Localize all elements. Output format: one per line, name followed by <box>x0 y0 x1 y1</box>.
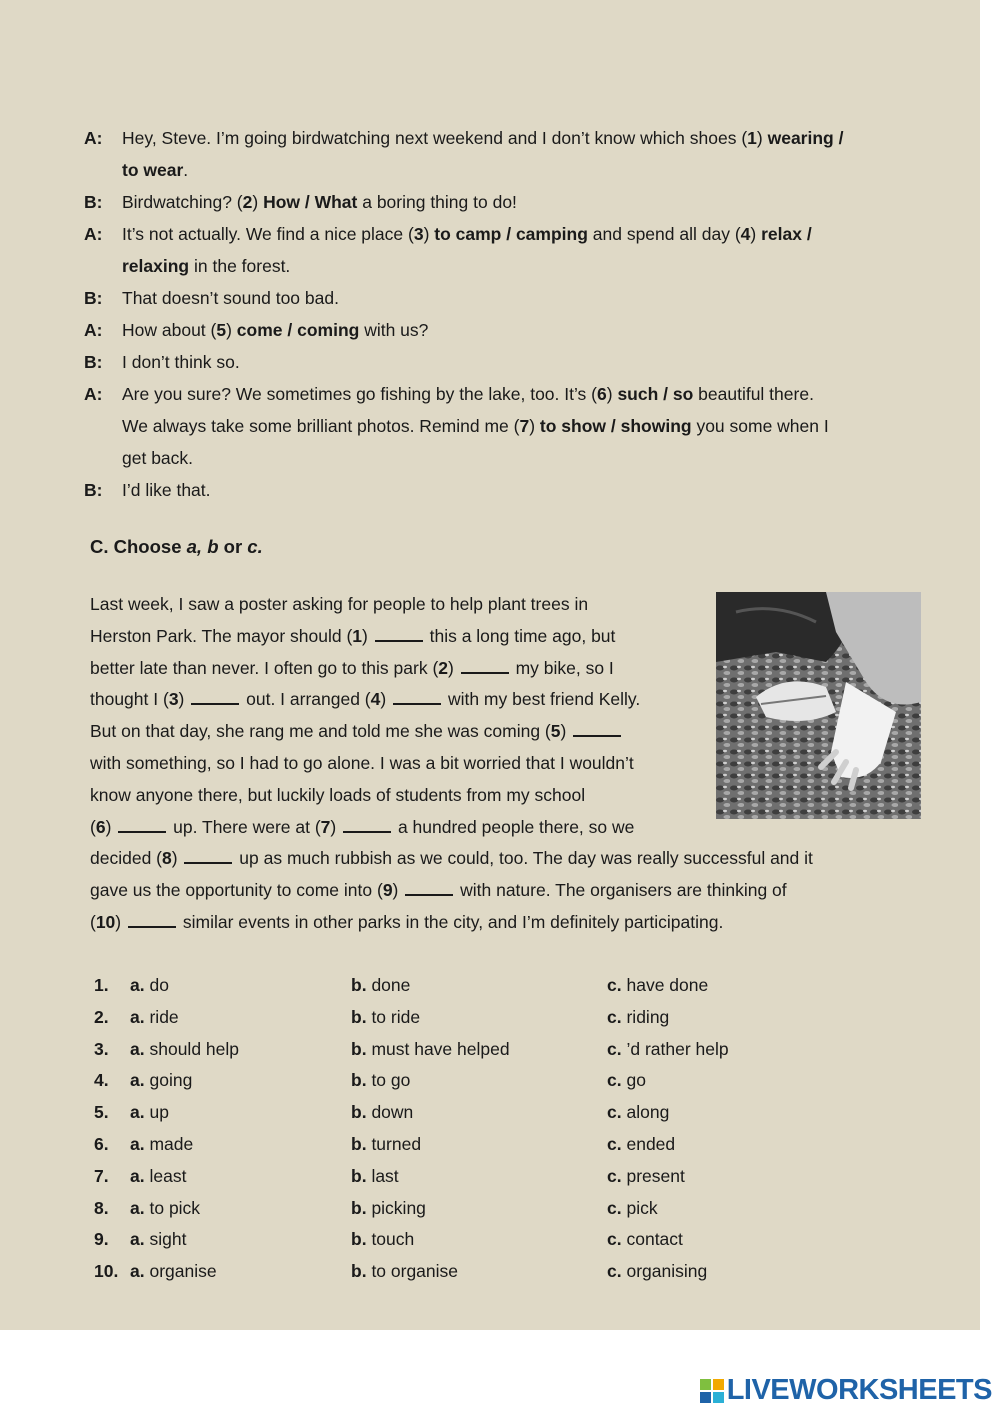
option-letter: a. <box>130 1165 145 1186</box>
option-text: should help <box>149 1038 240 1059</box>
dialogue-line <box>84 474 934 506</box>
dialogue-text <box>122 154 934 186</box>
bold-text: wearing / <box>767 128 844 148</box>
option-a[interactable] <box>130 1256 351 1288</box>
bold-text: 3 <box>413 224 424 244</box>
section-c-heading <box>90 536 263 558</box>
bold-text: 4 <box>740 224 751 244</box>
answer-row <box>94 1097 847 1129</box>
bold-text: come / coming <box>236 320 360 340</box>
option-text: must have helped <box>371 1038 510 1059</box>
heading-b: b <box>207 536 219 557</box>
option-b[interactable] <box>351 1256 607 1288</box>
option-letter: b. <box>351 975 367 995</box>
option-b[interactable] <box>351 1193 607 1225</box>
speaker-label: B: <box>84 288 103 308</box>
option-a[interactable] <box>130 1129 351 1161</box>
bold-text: relaxing <box>122 256 190 276</box>
option-c[interactable] <box>607 970 847 1002</box>
option-text: to go <box>371 1070 411 1091</box>
text-run: decided ( <box>90 848 162 869</box>
dialogue-line <box>84 250 934 282</box>
dialogue-line <box>84 282 934 314</box>
text-run: ) <box>362 625 373 646</box>
dialogue-text <box>122 282 934 314</box>
text-run: you some when I <box>691 416 829 436</box>
dialogue-line <box>84 410 934 442</box>
dialogue-text <box>122 250 934 282</box>
question-number: 7. <box>94 1165 109 1186</box>
bold-text: 1 <box>747 128 757 148</box>
dialogue-line <box>84 314 934 346</box>
option-letter: c. <box>607 1261 622 1282</box>
text-run: my bike, so I <box>510 657 614 678</box>
option-b[interactable] <box>351 1097 607 1129</box>
option-letter: c. <box>607 975 622 995</box>
option-letter: c. <box>607 1006 622 1027</box>
text-run: thought I ( <box>90 689 169 710</box>
bold-text: 6 <box>597 384 607 404</box>
text-run: ) <box>226 320 237 340</box>
option-c[interactable] <box>607 1256 847 1288</box>
option-a[interactable] <box>130 1161 351 1193</box>
option-letter: c. <box>607 1197 622 1218</box>
option-a[interactable] <box>130 1065 351 1097</box>
text-run: We always take some brilliant photos. Remind me ( <box>122 416 520 436</box>
question-number: 8. <box>94 1197 109 1218</box>
liveworksheets-logo[interactable] <box>700 1374 992 1407</box>
text-run: in the forest. <box>189 256 291 276</box>
dialogue-text <box>122 474 934 506</box>
bold-text: to camp / camping <box>434 224 588 244</box>
option-text: ride <box>149 1006 179 1027</box>
option-c[interactable] <box>607 1034 847 1066</box>
option-letter: c. <box>607 1102 622 1123</box>
option-c[interactable] <box>607 1129 847 1161</box>
option-a[interactable] <box>130 1193 351 1225</box>
option-text: to ride <box>371 1006 421 1027</box>
logo-icon <box>700 1379 724 1403</box>
text-run: with something, so I had to go alone. I was a bit worried that I wouldn’t <box>90 752 634 773</box>
text-run: ) <box>529 416 540 436</box>
dialogue-text <box>122 122 934 154</box>
answer-blank[interactable] <box>393 689 441 705</box>
question-number: 10. <box>94 1261 119 1282</box>
dialogue-text <box>122 378 934 410</box>
option-text: organise <box>149 1261 217 1282</box>
heading-c: c. <box>247 536 263 557</box>
text-run: ) <box>392 880 404 901</box>
answer-blank[interactable] <box>128 912 176 928</box>
answer-blank[interactable] <box>573 721 621 737</box>
option-letter: a. <box>130 975 145 995</box>
text-run: ) <box>115 911 126 932</box>
speaker-label <box>84 250 122 282</box>
option-text: last <box>371 1165 399 1186</box>
speaker-label: A: <box>84 320 103 340</box>
option-text: least <box>149 1165 187 1186</box>
option-text: along <box>626 1102 670 1123</box>
bold-text: to show / showing <box>539 416 692 436</box>
answer-row <box>94 1256 847 1288</box>
text-run: ) <box>560 721 572 742</box>
dialogue-line <box>84 346 934 378</box>
speaker-label <box>84 154 122 186</box>
option-c[interactable] <box>607 1097 847 1129</box>
speaker-label <box>84 442 122 474</box>
dialogue-text <box>122 346 934 378</box>
text-run: out. I arranged ( <box>241 689 371 710</box>
text-run: ) <box>756 128 768 148</box>
text-run: this a long time ago, but <box>424 625 616 646</box>
text-run: That doesn’t sound too bad. <box>122 288 339 308</box>
bold-text: 6 <box>95 816 106 837</box>
bold-text: 9 <box>382 880 393 901</box>
option-letter: a. <box>130 1006 145 1027</box>
bold-text: 3 <box>168 689 179 710</box>
option-letter: b. <box>351 1133 367 1154</box>
option-text: going <box>149 1070 193 1091</box>
answer-row <box>94 1129 847 1161</box>
answer-options <box>94 970 847 1288</box>
dialogue-line <box>84 154 934 186</box>
text-run: and spend all day ( <box>587 224 741 244</box>
dialogue-text <box>122 314 934 346</box>
passage-line <box>90 875 890 907</box>
heading-or: or <box>218 536 248 557</box>
option-letter: c. <box>607 1070 622 1091</box>
text-run: know anyone there, but luckily loads of students from my school <box>90 784 586 805</box>
option-text: touch <box>371 1229 415 1250</box>
question-number: 5. <box>94 1102 109 1123</box>
option-letter: a. <box>130 1261 145 1282</box>
dialogue-line <box>84 442 934 474</box>
passage-line <box>90 907 890 939</box>
option-letter: b. <box>351 1038 367 1059</box>
option-letter: b. <box>351 1102 367 1123</box>
bold-text: 4 <box>370 689 381 710</box>
text-run: get back. <box>122 448 194 468</box>
question-number: 6. <box>94 1133 109 1154</box>
option-a[interactable] <box>130 1224 351 1256</box>
dialogue-text <box>122 218 934 250</box>
dialogue <box>84 122 934 506</box>
text-run: It’s not actually. We find a nice place ( <box>122 224 414 244</box>
text-run: ) <box>380 689 392 710</box>
option-text: do <box>149 975 169 995</box>
question-number: 2. <box>94 1006 109 1027</box>
text-run: Birdwatching? ( <box>122 192 243 212</box>
bold-text: How / What <box>263 192 358 212</box>
option-a[interactable] <box>130 1097 351 1129</box>
option-letter: b. <box>351 1165 367 1186</box>
option-c[interactable] <box>607 1065 847 1097</box>
option-letter: a. <box>130 1133 145 1154</box>
bold-text: 5 <box>216 320 227 340</box>
bold-text: 7 <box>320 816 331 837</box>
bold-text: such / so <box>617 384 694 404</box>
speaker-label: A: <box>84 384 103 404</box>
text-run: beautiful there. <box>693 384 814 404</box>
speaker-label: B: <box>84 192 103 212</box>
tree-planting-photo <box>716 592 921 819</box>
option-text: sight <box>149 1229 187 1250</box>
answer-blank[interactable] <box>405 880 453 896</box>
logo-text: LIVEWORKSHEETS <box>726 1374 992 1406</box>
bold-text: 1 <box>352 625 363 646</box>
option-letter: c. <box>607 1165 622 1186</box>
dialogue-line <box>84 122 934 154</box>
text-run: a boring thing to do! <box>357 192 517 212</box>
dialogue-line <box>84 186 934 218</box>
bold-text: 10 <box>95 911 116 932</box>
answer-row <box>94 970 847 1002</box>
answer-blank[interactable] <box>191 689 239 705</box>
speaker-label: A: <box>84 224 103 244</box>
option-c[interactable] <box>607 1161 847 1193</box>
answer-blank[interactable] <box>375 626 423 642</box>
option-text: turned <box>371 1133 422 1154</box>
option-text: go <box>626 1070 646 1091</box>
answer-blank[interactable] <box>184 848 232 864</box>
option-text: pick <box>626 1197 658 1218</box>
text-run: ) <box>105 816 117 837</box>
text-run: ) <box>330 816 342 837</box>
option-c[interactable] <box>607 1224 847 1256</box>
option-text: organising <box>626 1261 708 1282</box>
option-b[interactable] <box>351 1065 607 1097</box>
text-run: But on that day, she rang me and told me she was coming ( <box>90 721 551 742</box>
dialogue-text <box>122 442 934 474</box>
text-run: ( <box>90 911 96 932</box>
option-letter: a. <box>130 1197 145 1218</box>
text-run: . <box>183 160 189 180</box>
text-run: How about ( <box>122 320 217 340</box>
dialogue-text <box>122 186 934 218</box>
text-run: ) <box>252 192 264 212</box>
answer-row <box>94 1161 847 1193</box>
option-text: up <box>149 1102 169 1123</box>
option-text: picking <box>371 1197 426 1218</box>
bold-text: 8 <box>162 848 172 869</box>
heading-label: C. Choose <box>90 536 187 557</box>
bold-text: relax / <box>761 224 812 244</box>
answer-blank[interactable] <box>461 658 509 674</box>
option-text: done <box>371 975 411 995</box>
answer-row <box>94 1224 847 1256</box>
option-text: down <box>371 1102 414 1123</box>
speaker-label: B: <box>84 480 103 500</box>
option-a[interactable] <box>130 1034 351 1066</box>
option-letter: b. <box>351 1261 367 1282</box>
text-run: up as much rubbish as we could, too. The day was really successful and it <box>234 848 813 869</box>
option-text: ended <box>626 1133 676 1154</box>
bold-text: to wear <box>122 160 184 180</box>
text-run: Are you sure? We sometimes go fishing by the lake, too. It’s ( <box>122 384 597 404</box>
text-run: ) <box>448 657 459 678</box>
dialogue-text <box>122 410 934 442</box>
answer-blank[interactable] <box>118 817 166 833</box>
speaker-label <box>84 410 122 442</box>
text-run: Herston Park. The mayor should ( <box>90 625 353 646</box>
option-c[interactable] <box>607 1002 847 1034</box>
option-c[interactable] <box>607 1193 847 1225</box>
option-b[interactable] <box>351 970 607 1002</box>
option-text: contact <box>626 1229 683 1250</box>
text-run: I don’t think so. <box>122 352 240 372</box>
text-run: ( <box>90 816 96 837</box>
bold-text: 7 <box>519 416 530 436</box>
option-letter: a. <box>130 1102 145 1123</box>
option-letter: a. <box>130 1038 145 1059</box>
bold-text: 2 <box>242 192 253 212</box>
option-letter: a. <box>130 1070 145 1091</box>
text-run: ) <box>178 689 190 710</box>
speaker-label: B: <box>84 352 103 372</box>
bold-text: 5 <box>550 721 561 742</box>
text-run: similar events in other parks in the city, and I’m definitely participating. <box>178 911 724 932</box>
text-run: with my best friend Kelly. <box>443 689 641 710</box>
speaker-label: A: <box>84 128 103 148</box>
text-run: Hey, Steve. I’m going birdwatching next weekend and I don’t know which shoes ( <box>122 128 748 148</box>
option-text: to pick <box>149 1197 201 1218</box>
text-run: a hundred people there, so we <box>393 816 635 837</box>
option-text: have done <box>626 975 709 995</box>
option-letter: b. <box>351 1229 367 1250</box>
answer-row <box>94 1193 847 1225</box>
dialogue-line <box>84 378 934 410</box>
text-run: better late than never. I often go to this park ( <box>90 657 439 678</box>
answer-row <box>94 1065 847 1097</box>
option-a[interactable] <box>130 970 351 1002</box>
passage-line <box>90 843 890 875</box>
option-text: riding <box>626 1006 670 1027</box>
text-run: up. There were at ( <box>168 816 321 837</box>
option-b[interactable] <box>351 1002 607 1034</box>
dialogue-line <box>84 218 934 250</box>
text-run: I’d like that. <box>122 480 211 500</box>
option-letter: c. <box>607 1038 622 1059</box>
option-letter: c. <box>607 1229 622 1250</box>
option-letter: b. <box>351 1070 367 1091</box>
option-b[interactable] <box>351 1224 607 1256</box>
answer-blank[interactable] <box>343 817 391 833</box>
option-b[interactable] <box>351 1161 607 1193</box>
option-letter: b. <box>351 1197 367 1218</box>
heading-a: a, <box>186 536 203 557</box>
option-text: to organise <box>371 1261 459 1282</box>
answer-row <box>94 1002 847 1034</box>
option-text: ’d rather help <box>626 1038 729 1059</box>
text-run: with us? <box>359 320 429 340</box>
option-text: present <box>626 1165 685 1186</box>
text-run: Last week, I saw a poster asking for people to help plant trees in <box>90 594 589 614</box>
option-text: made <box>149 1133 194 1154</box>
question-number: 3. <box>94 1038 109 1059</box>
option-letter: c. <box>607 1133 622 1154</box>
text-run: ) <box>423 224 435 244</box>
bold-text: 2 <box>438 657 448 678</box>
option-a[interactable] <box>130 1002 351 1034</box>
question-number: 4. <box>94 1070 109 1091</box>
question-number: 1. <box>94 975 109 995</box>
option-b[interactable] <box>351 1129 607 1161</box>
text-run: gave us the opportunity to come into ( <box>90 880 383 901</box>
text-run: with nature. The organisers are thinking of <box>455 880 787 901</box>
text-run: ) <box>606 384 618 404</box>
text-run: ) <box>171 848 183 869</box>
option-letter: b. <box>351 1006 367 1027</box>
answer-row <box>94 1034 847 1066</box>
question-number: 9. <box>94 1229 109 1250</box>
option-letter: a. <box>130 1229 145 1250</box>
text-run: ) <box>750 224 762 244</box>
option-b[interactable] <box>351 1034 607 1066</box>
